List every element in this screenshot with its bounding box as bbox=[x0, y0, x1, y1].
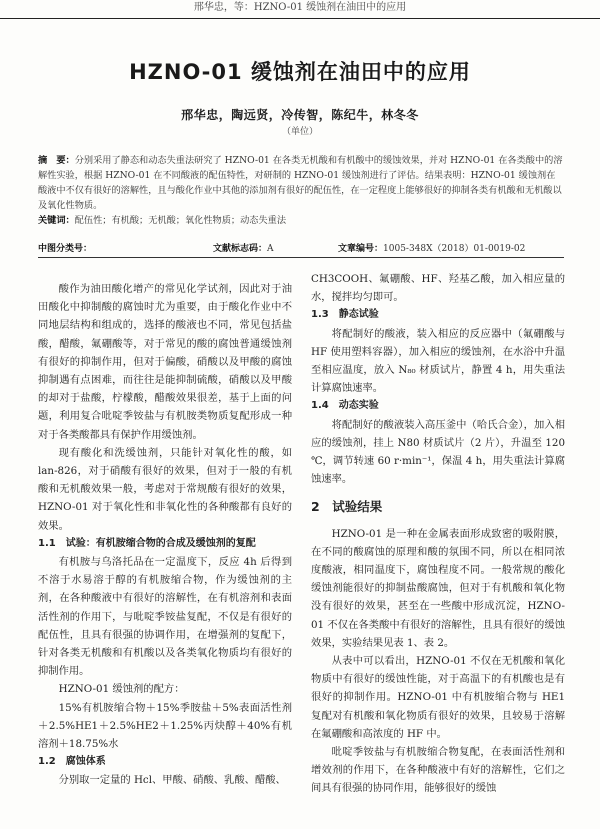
keywords-label: 关键词： bbox=[38, 215, 75, 226]
section-heading-1-2: 1.2 腐蚀体系 bbox=[38, 756, 106, 768]
article-number bbox=[338, 241, 525, 257]
abstract-label: 摘 要： bbox=[38, 155, 75, 166]
document-code bbox=[213, 241, 274, 257]
right-column bbox=[311, 270, 565, 798]
paragraph: HZNO-01 缓蚀剂的配方： bbox=[58, 683, 185, 696]
paragraph: 酸作为油田酸化增产的常见化学试剂，因此对于油田酸化中抑制酸的腐蚀时尤为重要，由于酸化作业中不同地层结构和组成的，选择的酸液也不同，常见包括盐酸，醋酸，氟硼酸等，对于常见的酸的腐蚀普通缓蚀剂有很好的抑制作用，但对于偏酸，硝酸以及甲酸的腐蚀抑制遇有点困难，而往往是能抑制硫酸，硝酸以及甲酸的却对于盐酸，柠檬酸，醋酸效果很差，基于上面的问题，利用复合吡啶季铵盐与有机胺类物质复配形成一种对于各类酸都具有保护作用缓蚀剂。 bbox=[38, 283, 292, 441]
abstract-block bbox=[38, 153, 564, 228]
affiliation: （单位） bbox=[281, 127, 318, 137]
running-header: 邢华忠，等：HZNO-01 缓蚀剂在油田中的应用 bbox=[0, 0, 600, 19]
article-number-value: 1005-348X（2018）01-0019-02 bbox=[383, 244, 526, 254]
section-heading-1-1: 1.1 试验：有机胺缩合物的合成及缓蚀剂的复配 bbox=[38, 537, 256, 549]
left-column bbox=[38, 280, 292, 790]
article-number-label: 文章编号： bbox=[338, 244, 384, 254]
section-heading-1-4: 1.4 动态实验 bbox=[311, 400, 379, 412]
formula: 15%有机胺缩合物＋15%季胺盐＋5%表面活性剂＋2.5%HE1＋2.5%HE2＋1.25%丙炔醇＋40%有机溶剂＋18.75%水 bbox=[38, 701, 292, 751]
article-meta bbox=[38, 241, 564, 258]
doc-code-value: A bbox=[267, 244, 274, 254]
keywords-text: 配伍性；有机酸；无机酸；氧化性物质；动态失重法 bbox=[74, 215, 287, 226]
clc-label: 中图分类号： bbox=[38, 244, 93, 254]
paragraph: 从表中可以看出，HZNO-01 不仅在无机酸和氧化物质中有很好的缓蚀性能，对于高温下的有机酸也是有很好的抑制作用。HZNO-01 中有机胺缩合物与 HE1 复配对有机酸和氧化物质有很好的效果，且较易于溶解在氟硼酸和高浓度的 HF 中。 bbox=[311, 655, 565, 740]
abstract bbox=[38, 153, 564, 213]
abstract-text: 分别采用了静态和动态失重法研究了 HZNO-01 在各类无机酸和有机酸中的缓蚀效果，并对 HZNO-01 在各类酸中的溶解性实验，根据 HZNO-01 在不同酸液的配伍特性，对研制的 HZNO-01 缓蚀剂进行了评估。结果表明：HZNO-01 缓蚀剂在酸液中不仅有很好的溶解性，且与酸化作业中其他的添加剂有很好的配伍性，在一定程度上能够很好的抑制各类有机酸和无机酸以及氧化性物质。 bbox=[38, 155, 563, 211]
paragraph: 吡啶季铵盐与有机胺缩合物复配，在表面活性剂和增效剂的作用下，在各种酸液中有好的溶解性，它们之间具有很强的协同作用，能够很好的缓蚀 bbox=[311, 746, 565, 795]
clc-number bbox=[38, 241, 92, 257]
paragraph: 将配制好的酸液装入高压釜中（哈氏合金），加入相应的缓蚀剂，挂上 N80 材质试片（2 片），升温至 120 ℃，调节转速 60 r·min⁻¹，保温 4 h，用失重法计算腐蚀速率。 bbox=[311, 418, 565, 486]
paragraph: 现有酸化和洗缓蚀剂，只能针对氧化性的酸，如 lan-826，对于硝酸有很好的效果，但对于一般的有机酸和无机酸效果一般，考虑对于常规酸有很好的效果，HZNO-01 对于氧化性和非氧化性的各种酸都有良好的效果。 bbox=[38, 446, 292, 532]
author-list: 邢华忠，陶远贤，冷传智，陈纪牛，林冬冬 bbox=[181, 108, 419, 122]
paper-title: HZNO-01 缓蚀剂在油田中的应用 bbox=[129, 60, 471, 84]
paragraph: CH3COOH、氟硼酸、HF、羟基乙酸，加入相应量的水，搅拌均匀即可。 bbox=[311, 273, 565, 304]
paragraph: HZNO-01 是一种在金属表面形成致密的吸附膜，在不同的酸腐蚀的原理和酸的氛围不同，所以在相同浓度酸液，相同温度下，腐蚀程度不同。一般常规的酸化缓蚀剂能很好的抑制盐酸腐蚀，但对于有机酸和氧化物没有很好的效果，甚至在一些酸中形成沉淀，HZNO-01 不仅在各类酸中有很好的溶解性，且具有很好的缓蚀效果，实验结果见表 1、表 2。 bbox=[311, 527, 565, 649]
section-heading-2: 2 试验结果 bbox=[311, 499, 383, 515]
keywords bbox=[38, 213, 564, 228]
paragraph: 分别取一定量的 Hcl、甲酸、硝酸、乳酸、醋酸、 bbox=[58, 774, 286, 787]
section-heading-1-3: 1.3 静态试验 bbox=[311, 309, 379, 321]
paragraph: 将配制好的酸液，装入相应的反应器中（氟硼酸与 HF 使用塑料容器），加入相应的缓蚀剂，在水浴中升温至相应温度，放入 N₈₀ 材质试片，静置 4 h，用失重法计算腐蚀速率。 bbox=[311, 327, 565, 395]
doc-code-label: 文献标志码： bbox=[213, 244, 268, 254]
paragraph: 有机胺与乌洛托品在一定温度下，反应 4h 后得到不溶于水易溶于醇的有机胺缩合物，作为缓蚀剂的主剂，在各种酸液中有很好的溶解性，在有机溶剂和表面活性剂的作用下，与吡啶季铵盐复配，不仅是有很好的配伍性，且具有很强的协调作用，在增强剂的复配下，针对各类无机酸和有机酸以及各类氧化物质均有很好的抑制作用。 bbox=[38, 556, 292, 678]
